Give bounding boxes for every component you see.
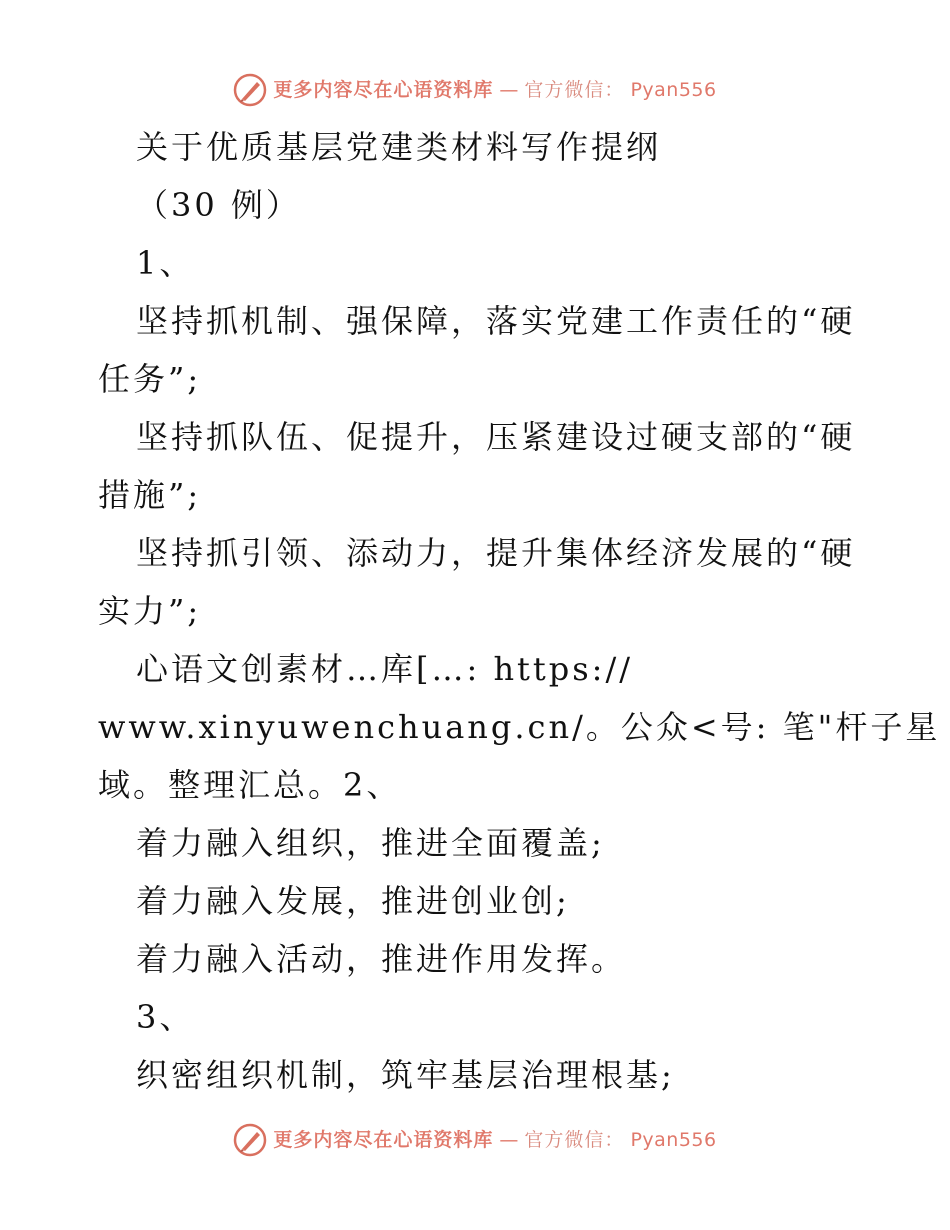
section-number: 3、 (136, 998, 195, 1036)
watermark-official-label: 官方微信： (524, 1129, 625, 1151)
watermark-brand: 更多内容尽在心语资料库 (273, 1129, 494, 1151)
paragraph-line: 措施”; (98, 476, 202, 514)
section-number: 1、 (136, 244, 195, 282)
paragraph-line: 着力融入发展，推进创业创; (136, 882, 570, 920)
watermark-wechat-id: Pyan556 (630, 1129, 717, 1151)
document-subtitle: （30 例） (136, 186, 301, 224)
paragraph-line: 坚持抓机制、强保障，落实党建工作责任的“硬 (136, 302, 856, 340)
paragraph-line: 实力”; (98, 592, 202, 630)
watermark-wechat-id: Pyan556 (630, 79, 717, 101)
document-title: 关于优质基层党建类材料写作提纲 (136, 128, 662, 166)
paragraph-line: 织密组织机制，筑牢基层治理根基; (136, 1056, 675, 1094)
paragraph-line: 着力融入组织，推进全面覆盖; (136, 824, 605, 862)
paragraph-line: 任务”; (98, 360, 202, 398)
paragraph-line: 坚持抓引领、添动力，提升集体经济发展的“硬 (136, 534, 856, 572)
watermark-banner-bottom (0, 1120, 950, 1160)
watermark-brand: 更多内容尽在心语资料库 (273, 79, 494, 101)
quill-pen-icon (233, 1123, 267, 1157)
document-body (98, 118, 941, 1104)
watermark-official-label: 官方微信： (524, 79, 625, 101)
paragraph-line: 域。整理汇总。2、 (98, 766, 402, 804)
quill-pen-icon (233, 73, 267, 107)
watermark-separator: — (499, 79, 519, 101)
paragraph-line: www.xinyuwenchuang.cn/。公众<号: 笔"杆子星 (98, 708, 941, 746)
paragraph-line: 心语文创素材…库[…: https:// (136, 650, 634, 688)
watermark-separator: — (499, 1129, 519, 1151)
paragraph-line: 着力融入活动，推进作用发挥。 (136, 940, 627, 978)
watermark-banner-top (0, 70, 950, 110)
paragraph-line: 坚持抓队伍、促提升，压紧建设过硬支部的“硬 (136, 418, 856, 456)
